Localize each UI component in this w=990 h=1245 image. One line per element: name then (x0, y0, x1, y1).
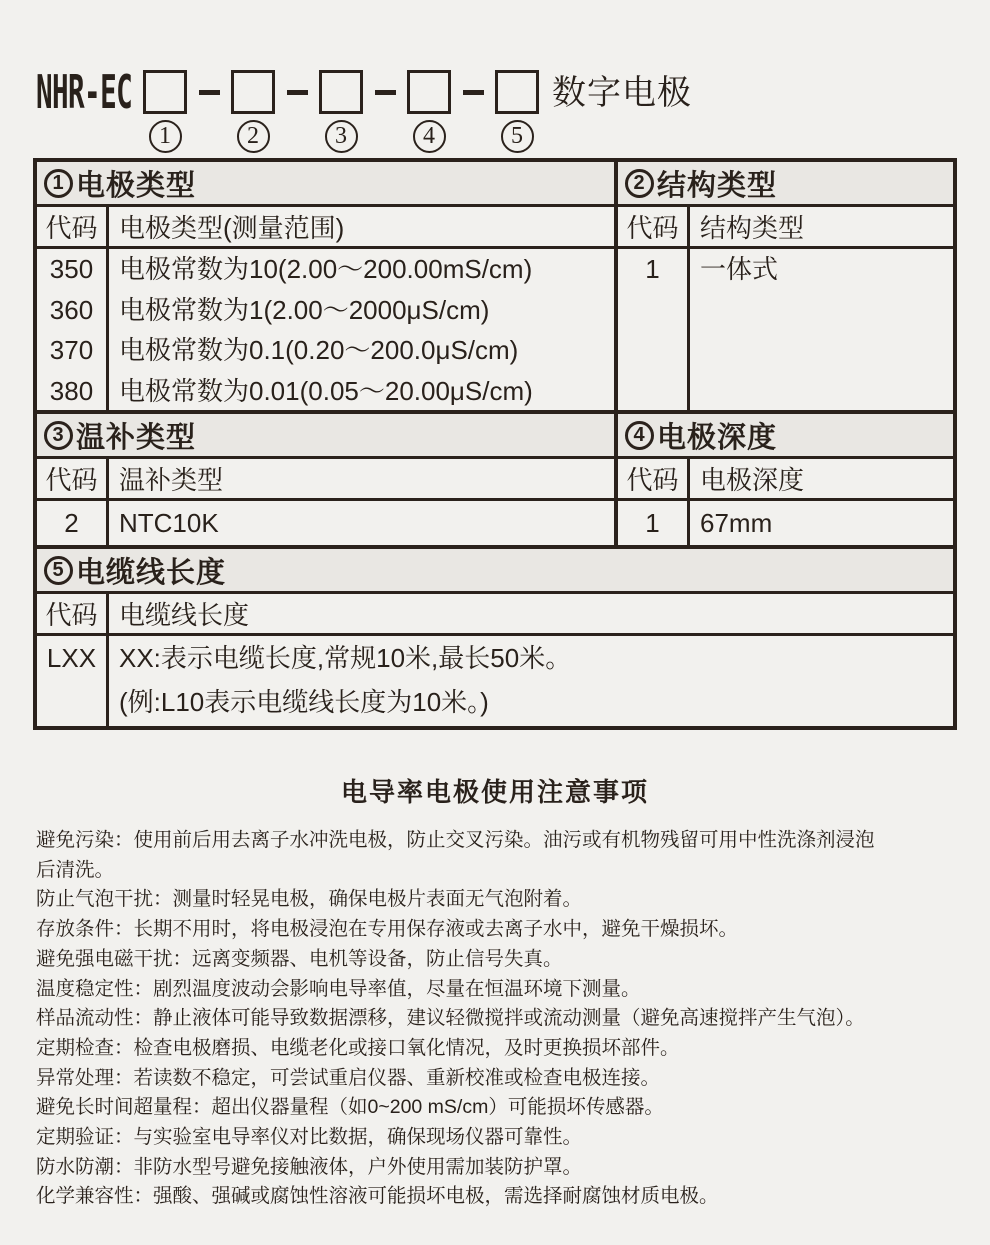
desc-value: 67mm (700, 508, 773, 538)
dash-separator (199, 90, 220, 95)
dash-separator (375, 90, 396, 95)
section-title: 电极类型 (76, 169, 197, 202)
section-electrode-depth-header (618, 414, 953, 459)
code-value: 380 (49, 375, 94, 406)
model-code-box-5 (495, 70, 539, 114)
section-title: 电极深度 (657, 421, 778, 454)
column-headers (618, 459, 953, 501)
section-title: 结构类型 (657, 169, 778, 202)
code-values (37, 636, 109, 726)
section-number-icon: 3 (44, 421, 73, 450)
code-value: LXX (46, 643, 97, 673)
table-tier-3 (37, 545, 953, 726)
column-headers (618, 207, 953, 249)
position-number-2: 2 (237, 120, 270, 153)
section-number-icon: 2 (625, 169, 654, 198)
section-body (37, 249, 614, 410)
model-prefix: NHR-EC (36, 65, 133, 119)
usage-notes (36, 826, 956, 1212)
note-line: 异常处理：若读数不稳定，可尝试重启仪器、重新校准或检查电极连接。 (36, 1066, 661, 1089)
model-code-slot-4 (407, 70, 451, 153)
model-code-box-4 (407, 70, 451, 114)
section-temp-comp-type (37, 414, 618, 545)
desc-values (109, 501, 614, 545)
section-number-icon: 1 (44, 169, 73, 198)
section-number-icon: 4 (625, 421, 654, 450)
desc-value: 电极常数为0.01(0.05～20.00μS/cm) (119, 375, 533, 406)
position-number-1: 1 (149, 120, 182, 153)
section-body (37, 501, 614, 545)
section-body (37, 636, 953, 726)
note-line: 温度稳定性：剧烈温度波动会影响电导率值，尽量在恒温环境下测量。 (36, 977, 641, 1000)
code-values (618, 501, 690, 545)
desc-value: 一体式 (700, 254, 779, 284)
section-electrode-type (37, 162, 618, 410)
cable-length-desc-line2: (例:L10表示电缆线长度为10米。) (119, 687, 489, 717)
section-structure-type-header (618, 162, 953, 207)
note-line: 定期验证：与实验室电导率仪对比数据，确保现场仪器可靠性。 (36, 1126, 583, 1149)
note-line: 后清洗。 (36, 858, 115, 881)
model-code-box-2 (231, 70, 275, 114)
desc-column-header: 电极类型(测量范围) (119, 213, 345, 243)
desc-values (109, 249, 614, 410)
column-headers (37, 459, 614, 501)
note-line: 化学兼容性：强酸、强碱或腐蚀性溶液可能损坏电极，需选择耐腐蚀材质电极。 (36, 1185, 719, 1208)
product-label: 数字电极 (552, 74, 692, 112)
code-value: 350 (49, 254, 94, 284)
table-tier-1 (37, 162, 953, 410)
note-line: 防水防潮：非防水型号避免接触液体，户外使用需加装防护罩。 (36, 1155, 583, 1178)
spec-table (33, 158, 957, 730)
code-value: 1 (645, 508, 660, 538)
section-temp-comp-header (37, 414, 614, 459)
desc-column-header: 电缆线长度 (119, 600, 250, 630)
code-values (37, 501, 109, 545)
section-electrode-type-header (37, 162, 614, 207)
code-column-header: 代码 (618, 459, 690, 498)
desc-values (109, 636, 953, 726)
note-line: 避免强电磁干扰：远离变频器、电机等设备，防止信号失真。 (36, 947, 563, 970)
section-structure-type (618, 162, 953, 410)
note-line: 避免污染：使用前后用去离子水冲洗电极，防止交叉污染。油污或有机物残留可用中性洗涤剂浸泡 (36, 829, 875, 851)
desc-column-header: 结构类型 (700, 213, 805, 243)
code-value: 1 (645, 254, 660, 284)
code-column-header: 代码 (37, 207, 109, 246)
section-title: 电缆线长度 (76, 556, 227, 589)
cable-length-desc-line1: XX:表示电缆长度,常规10米,最长50米。 (119, 643, 572, 673)
dash-separator (463, 90, 484, 95)
desc-value: 电极常数为1(2.00～2000μS/cm) (119, 294, 490, 325)
column-headers (37, 594, 953, 636)
notes-heading: 电导率电极使用注意事项 (340, 777, 649, 807)
model-code-box-3 (319, 70, 363, 114)
model-code-slot-1 (143, 70, 187, 153)
code-column-header: 代码 (618, 207, 690, 246)
code-value: 370 (49, 335, 94, 365)
code-values (37, 249, 109, 410)
desc-column-header: 电极深度 (700, 465, 805, 495)
model-code-box-1 (143, 70, 187, 114)
note-line: 存放条件：长期不用时，将电极浸泡在专用保存液或去离子水中，避免干燥损坏。 (36, 918, 739, 941)
section-number-icon: 5 (44, 556, 73, 585)
section-cable-length (37, 549, 953, 726)
code-values (618, 249, 690, 410)
model-code-slot-3 (319, 70, 363, 153)
column-headers (37, 207, 614, 249)
code-value: 2 (64, 508, 79, 538)
model-code-line (36, 65, 692, 153)
dash-separator (287, 90, 308, 95)
desc-value: 电极常数为0.1(0.20～200.0μS/cm) (119, 335, 519, 365)
section-body (618, 501, 953, 545)
desc-column-header: 温补类型 (119, 465, 224, 495)
desc-values (690, 501, 953, 545)
model-code-slot-2 (231, 70, 275, 153)
code-column-header: 代码 (37, 459, 109, 498)
code-column-header: 代码 (37, 594, 109, 633)
desc-values (690, 249, 953, 410)
code-value: 360 (49, 294, 94, 325)
note-line: 定期检查：检查电极磨损、电缆老化或接口氧化情况，及时更换损坏部件。 (36, 1036, 680, 1059)
section-body (618, 249, 953, 410)
section-cable-length-header (37, 549, 953, 594)
note-line: 防止气泡干扰：测量时轻晃电极，确保电极片表面无气泡附着。 (36, 888, 583, 911)
table-tier-2 (37, 410, 953, 545)
desc-value: NTC10K (119, 508, 219, 538)
position-number-5: 5 (501, 120, 534, 153)
note-line: 避免长时间超量程：超出仪器量程（如0~200 mS/cm）可能损坏传感器。 (36, 1096, 664, 1119)
note-line: 样品流动性：静止液体可能导致数据漂移，建议轻微搅拌或流动测量（避免高速搅拌产生气泡）。 (36, 1007, 865, 1030)
position-number-4: 4 (413, 120, 446, 153)
section-title: 温补类型 (76, 421, 197, 454)
position-number-3: 3 (325, 120, 358, 153)
desc-value: 电极常数为10(2.00～200.00mS/cm) (119, 254, 533, 284)
model-code-slot-5 (495, 70, 539, 153)
section-electrode-depth (618, 414, 953, 545)
